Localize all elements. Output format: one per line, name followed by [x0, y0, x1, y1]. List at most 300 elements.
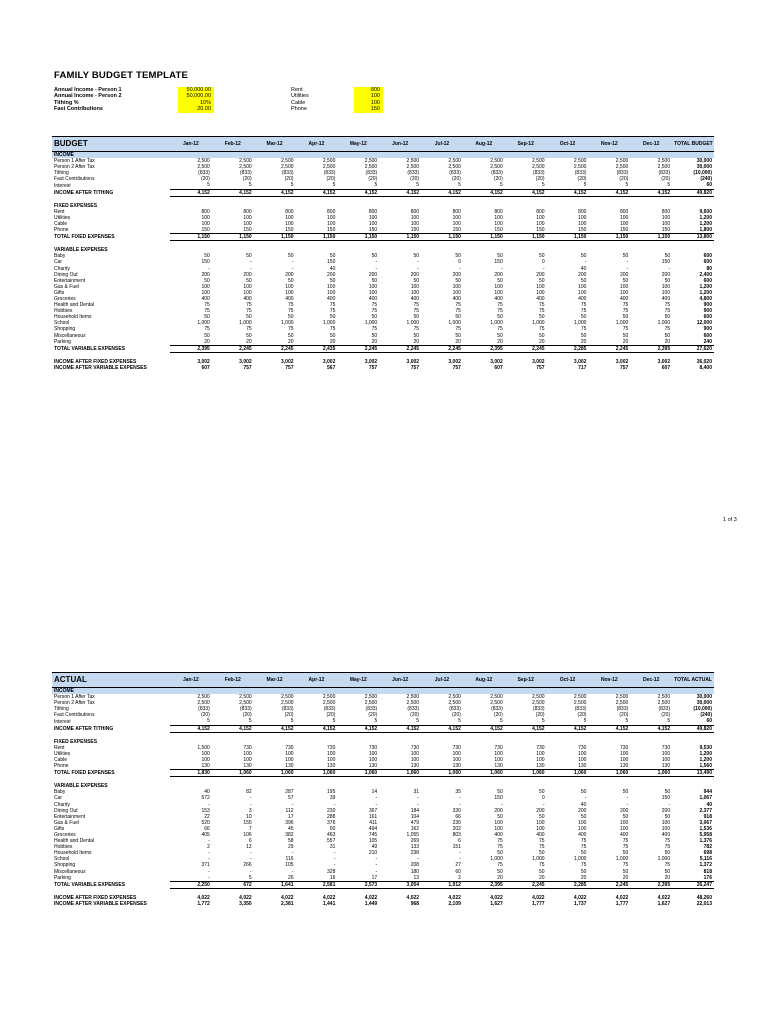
- cell-value: 31: [413, 789, 420, 796]
- cell-value: 2: [458, 874, 461, 881]
- cell-value: 100: [536, 819, 545, 826]
- cell-value: 100: [578, 283, 587, 290]
- cell-value: 27: [455, 862, 461, 869]
- cell-value: 1,000: [281, 320, 294, 327]
- cell-value: 50: [329, 332, 336, 339]
- cell-value: 100: [243, 214, 252, 221]
- cell-value: 50: [371, 253, 378, 260]
- cell-value: 1,150: [337, 234, 379, 241]
- cell-value: 100: [368, 220, 378, 227]
- cell-value: 2,500: [490, 158, 503, 165]
- cell-value: 4,022: [448, 894, 461, 901]
- cell-value: 2,500: [573, 164, 587, 171]
- cell-value: 2,245: [588, 881, 630, 888]
- cell-value: 5: [332, 718, 336, 725]
- cell-value: 50: [455, 332, 461, 339]
- row-total: 48,260: [696, 894, 712, 901]
- cell-value: 2,500: [322, 694, 336, 701]
- cell-value: 200: [619, 807, 629, 814]
- cell-value: 463: [327, 831, 336, 838]
- cell-value: 4,152: [630, 189, 672, 196]
- cell-value: 60: [455, 868, 461, 875]
- cell-value: 29: [287, 844, 294, 851]
- cell-value: 50: [287, 277, 294, 284]
- cell-value: 50: [497, 789, 503, 796]
- cell-value: 2,500: [657, 158, 671, 165]
- cell-value: -: [208, 856, 210, 863]
- cell-value: 230: [452, 819, 461, 826]
- cell-value: 75: [329, 308, 336, 315]
- cell-value: -: [208, 868, 210, 875]
- cell-value: 20: [497, 338, 503, 345]
- cell-value: 155: [243, 819, 252, 826]
- cell-value: 1,912: [421, 881, 463, 888]
- cell-value: 75: [622, 862, 629, 869]
- parameter-row: [54, 106, 214, 112]
- cell-value: -: [333, 801, 336, 808]
- cell-value: 20: [622, 338, 629, 345]
- month-header: Nov-12: [588, 137, 630, 152]
- cell-value: 50: [329, 253, 336, 260]
- cell-value: (833): [491, 170, 503, 177]
- cell-value: 180: [410, 868, 420, 875]
- cell-value: 100: [327, 283, 336, 290]
- row-total: 8,400: [699, 364, 712, 371]
- cell-value: 1,000: [532, 320, 545, 327]
- cell-value: 330: [452, 807, 461, 814]
- row-total: 1,536: [699, 825, 712, 832]
- cell-value: 130: [410, 763, 420, 770]
- cell-value: -: [375, 801, 378, 808]
- cell-value: -: [626, 259, 629, 266]
- cell-value: (20): [242, 712, 252, 719]
- subheader-label: VARIABLE EXPENSES: [54, 783, 108, 790]
- cell-value: 75: [664, 302, 671, 309]
- cell-value: 757: [452, 364, 461, 371]
- cell-value: 50: [329, 277, 336, 284]
- cell-value: 2,500: [281, 700, 294, 707]
- table-row: [52, 227, 714, 234]
- cell-value: 1,150: [505, 234, 547, 241]
- subheader-label: VARIABLE EXPENSES: [54, 247, 108, 254]
- cell-value: 2,500: [197, 158, 210, 165]
- cell-value: 2: [207, 844, 210, 851]
- cell-value: 730: [452, 744, 461, 751]
- table-row: [52, 234, 714, 241]
- cell-value: 100: [578, 214, 587, 221]
- cell-value: -: [626, 795, 629, 802]
- cell-value: 1,150: [254, 234, 296, 241]
- row-label: INCOME AFTER VARIABLE EXPENSES: [54, 364, 147, 371]
- cell-value: 1,150: [170, 234, 212, 241]
- row-label: Miscellaneous: [54, 868, 86, 875]
- row-label: Rent: [54, 208, 65, 215]
- cell-value: 1,150: [630, 234, 672, 241]
- cell-value: 50: [539, 789, 545, 796]
- cell-value: (833): [616, 706, 629, 713]
- cell-value: 1,150: [379, 234, 421, 241]
- cell-value: 1,150: [421, 234, 463, 241]
- cell-value: -: [291, 868, 294, 875]
- cell-value: 130: [243, 763, 252, 770]
- cell-value: 405: [201, 831, 210, 838]
- row-total: 818: [703, 868, 712, 875]
- cell-value: (20): [577, 712, 587, 719]
- cell-value: 50: [455, 277, 461, 284]
- row-label: School: [54, 856, 70, 863]
- row-label: Household Items: [54, 314, 92, 321]
- row-total: 26,247: [672, 881, 714, 888]
- cell-value: -: [542, 265, 545, 272]
- cell-value: -: [375, 868, 378, 875]
- cell-value: 2,500: [281, 158, 294, 165]
- cell-value: (20): [661, 712, 671, 719]
- cell-value: 20: [329, 338, 336, 345]
- cell-value: -: [626, 265, 629, 272]
- cell-value: 2,500: [532, 700, 545, 707]
- cell-value: 100: [410, 289, 420, 296]
- cell-value: 75: [246, 308, 252, 315]
- cell-value: 200: [452, 271, 461, 278]
- cell-value: (20): [284, 712, 294, 719]
- cell-value: 5: [374, 718, 378, 725]
- cell-value: 100: [619, 289, 629, 296]
- month-header: Apr-12: [296, 673, 338, 688]
- row-label: TOTAL FIXED EXPENSES: [54, 770, 115, 777]
- cell-value: 2,500: [406, 164, 420, 171]
- cell-value: 150: [494, 795, 503, 802]
- cell-value: (833): [532, 170, 545, 177]
- cell-value: 75: [580, 844, 587, 851]
- cell-value: 5: [248, 182, 252, 189]
- cell-value: 1,000: [406, 320, 420, 327]
- cell-value: -: [375, 862, 378, 869]
- row-total: 698: [703, 850, 712, 857]
- cell-value: -: [459, 856, 461, 863]
- cell-value: 50: [580, 314, 587, 321]
- row-label: Health and Dental: [54, 302, 95, 309]
- row-label: Gifts: [54, 289, 65, 296]
- cell-value: 2,500: [615, 700, 629, 707]
- cell-value: 75: [329, 326, 336, 333]
- cell-value: 100: [410, 220, 420, 227]
- cell-value: 4,022: [532, 894, 545, 901]
- cell-value: 4,022: [239, 894, 252, 901]
- cell-value: 202: [452, 825, 461, 832]
- cell-value: 50: [664, 314, 671, 321]
- row-label: TOTAL VARIABLE EXPENSES: [54, 881, 126, 888]
- cell-value: (20): [242, 176, 252, 183]
- cell-value: 745: [368, 831, 378, 838]
- row-label: Car: [54, 259, 63, 266]
- cell-value: -: [626, 801, 629, 808]
- month-header: May-12: [337, 137, 379, 152]
- cell-value: -: [333, 850, 336, 857]
- cell-value: 800: [452, 208, 461, 215]
- cell-value: 75: [371, 302, 378, 309]
- row-total: 4,800: [699, 295, 712, 302]
- cell-value: 1,000: [239, 320, 252, 327]
- cell-value: 0: [541, 795, 545, 802]
- cell-value: 4,152: [170, 725, 212, 732]
- cell-value: 100: [243, 750, 252, 757]
- table-row: [52, 365, 714, 371]
- cell-value: -: [375, 856, 378, 863]
- cell-value: 100: [243, 283, 252, 290]
- cell-value: 151: [452, 844, 461, 851]
- cell-value: 130: [619, 763, 629, 770]
- cell-value: 150: [619, 227, 629, 234]
- cell-value: 200: [494, 271, 503, 278]
- empty-cell: [547, 152, 589, 159]
- cell-value: 5: [625, 718, 629, 725]
- row-label: Utilities: [54, 750, 71, 757]
- cell-value: 100: [285, 756, 294, 763]
- cell-value: 150: [661, 227, 671, 234]
- cell-value: 16: [329, 874, 336, 881]
- row-label: Health and Dental: [54, 838, 95, 845]
- parameters-right: [291, 87, 383, 113]
- cell-value: 162: [410, 825, 420, 832]
- cell-value: 672: [201, 795, 210, 802]
- cell-value: 1,060: [254, 770, 296, 777]
- cell-value: 150: [494, 259, 503, 266]
- cell-value: 57: [287, 795, 294, 802]
- cell-value: 238: [410, 850, 420, 857]
- cell-value: 4,152: [630, 725, 672, 732]
- cell-value: 75: [413, 308, 420, 315]
- row-total: 900: [703, 302, 712, 309]
- cell-value: 75: [204, 326, 210, 333]
- cell-value: 150: [327, 227, 336, 234]
- row-label: Hobbies: [54, 844, 73, 851]
- row-label: Fast Contributions: [54, 712, 95, 719]
- cell-value: 730: [494, 744, 503, 751]
- cell-value: 75: [622, 326, 629, 333]
- cell-value: 60: [329, 825, 336, 832]
- row-total: 2,377: [699, 807, 712, 814]
- cell-value: 100: [327, 214, 336, 221]
- cell-value: 494: [368, 825, 378, 832]
- cell-value: 400: [536, 831, 545, 838]
- row-total: 60: [706, 182, 712, 189]
- row-label: Person 1 After Tax: [54, 158, 95, 165]
- cell-value: (20): [535, 176, 545, 183]
- cell-value: -: [459, 801, 461, 808]
- row-label: INCOME AFTER FIXED EXPENSES: [54, 358, 137, 365]
- cell-value: 75: [580, 838, 587, 845]
- cell-value: 100: [368, 214, 378, 221]
- row-total: 1,200: [699, 289, 712, 296]
- cell-value: 2,245: [337, 345, 379, 352]
- cell-value: 50: [580, 850, 587, 857]
- cell-value: 0: [541, 259, 545, 266]
- row-total: 1,067: [699, 795, 712, 802]
- cell-value: 2,395: [630, 881, 672, 888]
- month-header: May-12: [337, 673, 379, 688]
- empty-cell: [296, 152, 338, 159]
- cell-value: 100: [536, 283, 545, 290]
- cell-value: (833): [449, 706, 461, 713]
- cell-value: 800: [619, 208, 629, 215]
- cell-value: 133: [410, 844, 420, 851]
- subheader-label: FIXED EXPENSES: [54, 738, 98, 745]
- header-row: [52, 137, 714, 152]
- cell-value: 2,285: [547, 881, 589, 888]
- cell-value: (833): [658, 706, 671, 713]
- cell-value: 717: [578, 364, 587, 371]
- cell-value: (833): [240, 170, 252, 177]
- cell-value: -: [250, 795, 252, 802]
- cell-value: 130: [327, 763, 336, 770]
- month-header: Apr-12: [296, 137, 338, 152]
- month-header: Aug-12: [463, 137, 505, 152]
- row-label: Baby: [54, 253, 66, 260]
- cell-value: 20: [539, 874, 545, 881]
- cell-value: 100: [661, 819, 671, 826]
- cell-value: 1,000: [490, 856, 503, 863]
- parameter-label: Annual Income - Person 1: [54, 87, 122, 93]
- cell-value: 4,152: [505, 189, 547, 196]
- cell-value: (833): [574, 706, 587, 713]
- cell-value: 50: [664, 813, 671, 820]
- cell-value: 20: [497, 874, 503, 881]
- empty-cell: [170, 152, 212, 159]
- cell-value: 2,500: [239, 694, 252, 701]
- cell-value: 75: [539, 326, 545, 333]
- cell-value: 557: [327, 838, 336, 845]
- empty-cell: [505, 688, 547, 695]
- month-header: Jun-12: [379, 137, 421, 152]
- table-row: [52, 875, 714, 882]
- cell-value: 730: [410, 744, 420, 751]
- cell-value: 100: [452, 220, 461, 227]
- cell-value: 4,022: [322, 894, 336, 901]
- row-total: 600: [703, 332, 712, 339]
- cell-value: 4,152: [421, 725, 463, 732]
- empty-cell: [337, 688, 379, 695]
- cell-value: (833): [616, 170, 629, 177]
- cell-value: 1,060: [337, 770, 379, 777]
- row-total: 22,013: [696, 900, 712, 907]
- cell-value: 20: [622, 874, 629, 881]
- cell-value: 4,152: [379, 189, 421, 196]
- cell-value: 2,500: [406, 700, 420, 707]
- row-total: 782: [703, 844, 712, 851]
- cell-value: 5: [248, 718, 252, 725]
- cell-value: 200: [410, 271, 420, 278]
- parameter-row: [291, 106, 383, 112]
- cell-value: 130: [452, 763, 461, 770]
- cell-value: 400: [327, 295, 336, 302]
- month-header: Jan-12: [170, 673, 212, 688]
- cell-value: 3,002: [532, 358, 545, 365]
- cell-value: (833): [574, 170, 587, 177]
- cell-value: 479: [410, 819, 420, 826]
- cell-value: 2,500: [239, 164, 252, 171]
- cell-value: 4,152: [379, 725, 421, 732]
- cell-value: 3,002: [322, 358, 336, 365]
- cell-value: 50: [580, 253, 587, 260]
- cell-value: (20): [535, 712, 545, 719]
- cell-value: 1,055: [406, 831, 420, 838]
- cell-value: 2,395: [170, 345, 212, 352]
- cell-value: 100: [285, 220, 294, 227]
- cell-value: 100: [327, 750, 336, 757]
- cell-value: 50: [622, 332, 629, 339]
- budget-table: [52, 136, 714, 371]
- parameter-label: Phone: [291, 106, 307, 113]
- cell-value: -: [291, 265, 294, 272]
- cell-value: 288: [327, 813, 336, 820]
- cell-value: 4,152: [588, 189, 630, 196]
- row-total: 600: [703, 314, 712, 321]
- cell-value: 1,150: [212, 234, 254, 241]
- row-total: 30,000: [696, 158, 712, 165]
- cell-value: 5: [667, 718, 671, 725]
- cell-value: 1,777: [532, 900, 545, 907]
- cell-value: (833): [365, 170, 378, 177]
- row-label: Charity: [54, 801, 70, 808]
- cell-value: 50: [622, 253, 629, 260]
- row-total: 1,200: [699, 283, 712, 290]
- table-row: [52, 718, 714, 725]
- cell-value: 100: [327, 289, 336, 296]
- empty-cell: [337, 152, 379, 159]
- cell-value: (20): [326, 712, 336, 719]
- cell-value: -: [250, 259, 252, 266]
- cell-value: 2,500: [657, 164, 671, 171]
- subheader-row: [52, 152, 714, 159]
- cell-value: 4,152: [463, 189, 505, 196]
- cell-value: -: [459, 795, 461, 802]
- cell-value: 200: [578, 807, 587, 814]
- row-total: 40: [706, 801, 712, 808]
- row-total: 600: [703, 253, 712, 260]
- cell-value: 50: [580, 277, 587, 284]
- cell-value: 100: [410, 756, 420, 763]
- cell-value: -: [291, 801, 294, 808]
- cell-value: 50: [497, 314, 503, 321]
- cell-value: 20: [204, 338, 210, 345]
- cell-value: 50: [580, 332, 587, 339]
- cell-value: 100: [452, 289, 461, 296]
- cell-value: 100: [368, 283, 378, 290]
- cell-value: 75: [539, 308, 545, 315]
- row-total: 1,200: [699, 220, 712, 227]
- cell-value: (20): [200, 176, 210, 183]
- cell-value: 1,060: [296, 770, 338, 777]
- cell-value: 2,500: [532, 158, 545, 165]
- row-total: (240): [700, 176, 712, 183]
- cell-value: 39: [329, 795, 336, 802]
- cell-value: (833): [449, 170, 461, 177]
- cell-value: 5: [207, 718, 210, 725]
- cell-value: 100: [619, 819, 629, 826]
- cell-value: 382: [285, 831, 294, 838]
- cell-value: -: [250, 868, 252, 875]
- cell-value: 50: [287, 314, 294, 321]
- cell-value: 20: [580, 874, 587, 881]
- cell-value: (20): [200, 712, 210, 719]
- cell-value: 1,000: [615, 320, 629, 327]
- row-total: 9,600: [699, 208, 712, 215]
- cell-value: (20): [368, 176, 378, 183]
- cell-value: 112: [285, 807, 294, 814]
- cell-value: 75: [204, 302, 210, 309]
- cell-value: 4,152: [337, 725, 379, 732]
- cell-value: 17: [287, 813, 294, 820]
